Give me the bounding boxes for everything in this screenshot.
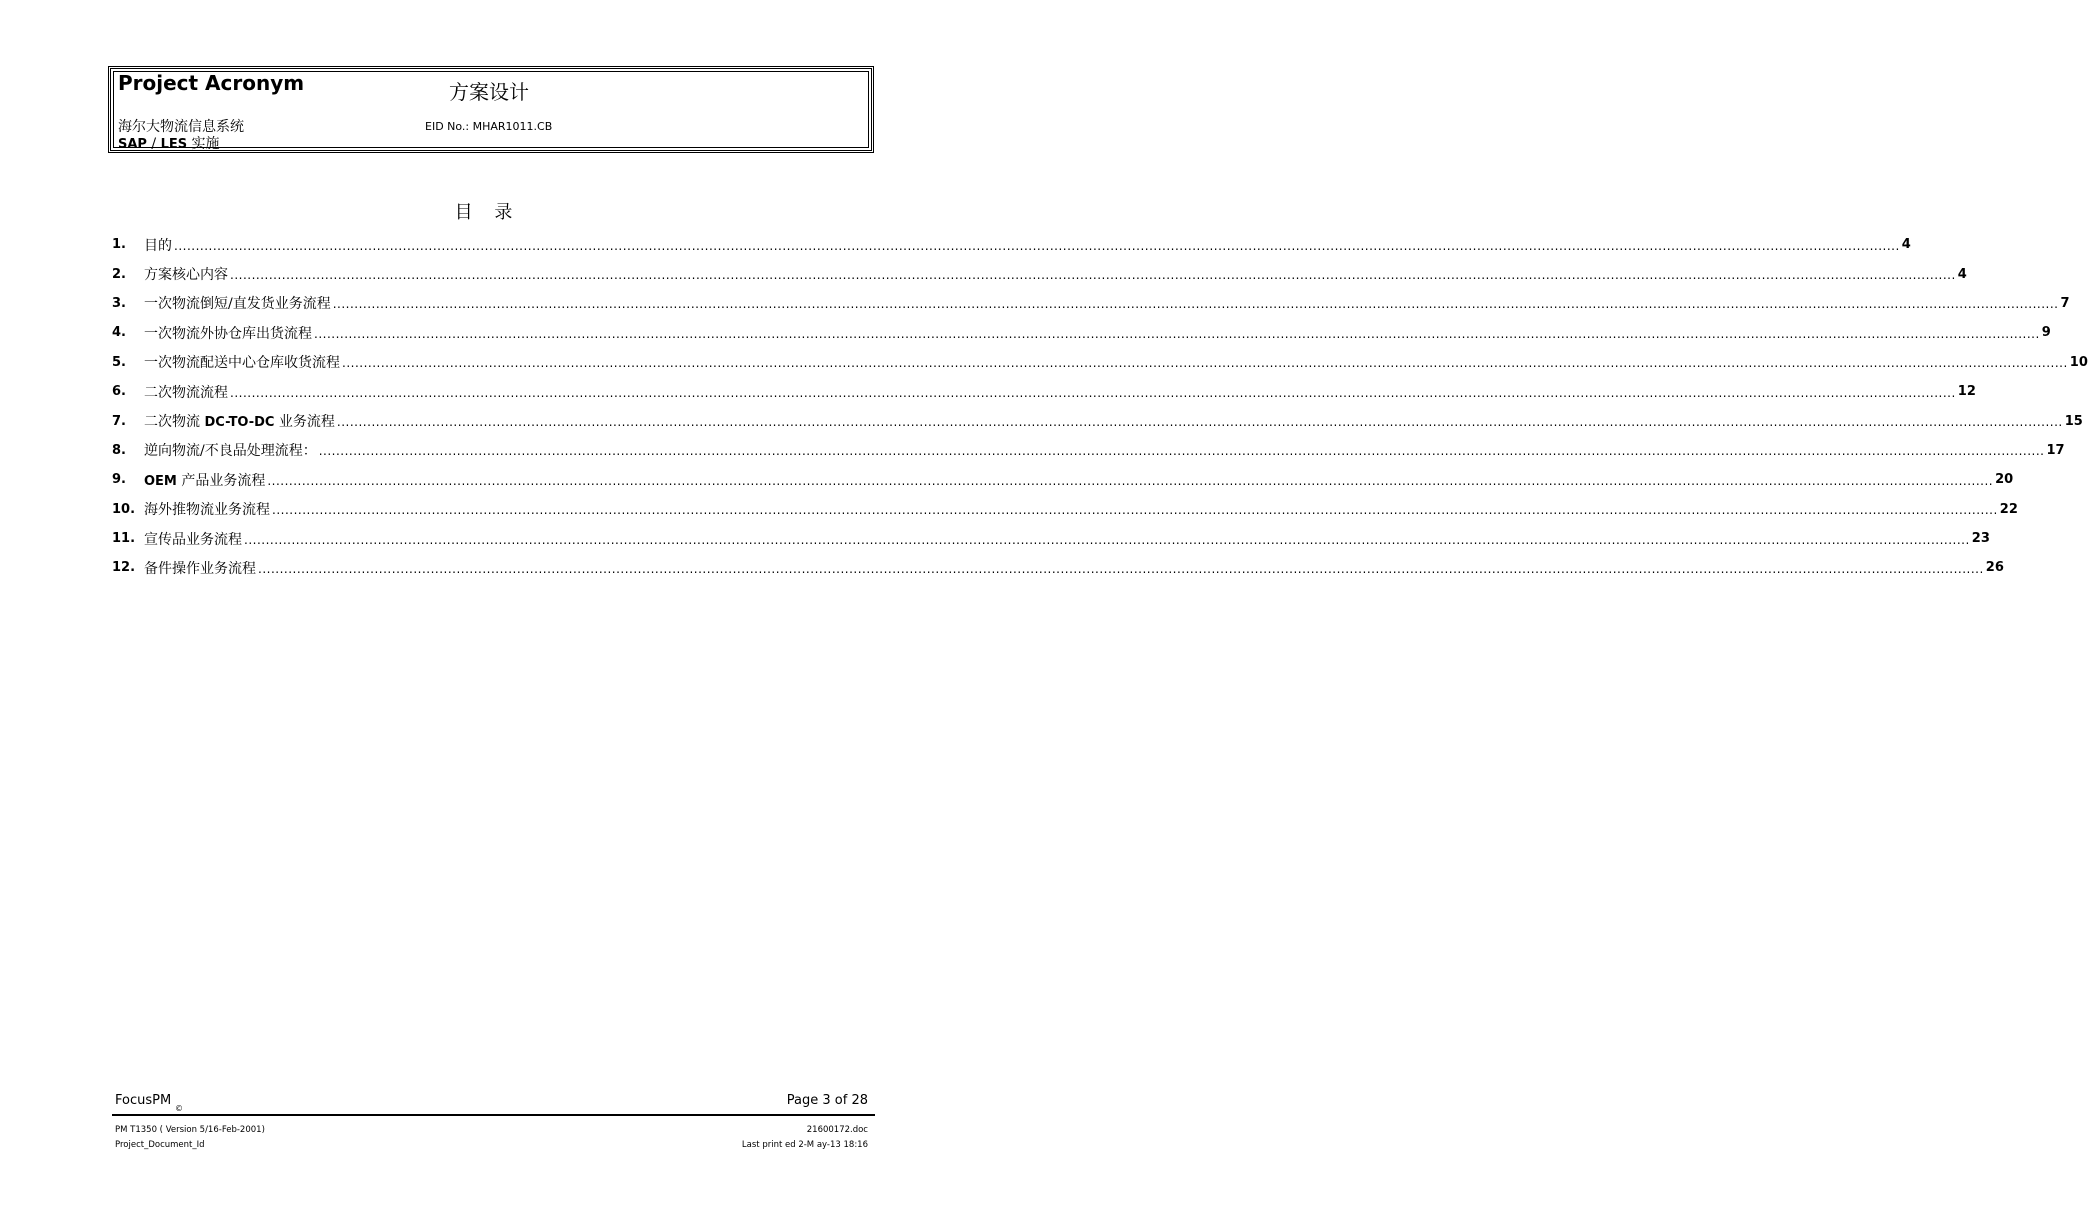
toc-entry-page: 7 [2060, 295, 2070, 311]
project-acronym: Project Acronym [118, 71, 305, 95]
document-header [108, 66, 874, 153]
toc-entry-number: 2. [112, 266, 126, 282]
toc-leader-dots: ................................................................................................................................................................................................................................................................................................................................................................................................................ [258, 561, 1984, 576]
document-id: Project_Document_Id [115, 1140, 205, 1150]
toc-entry-title: 一次物流配送中心仓库收货流程 [144, 355, 340, 372]
toc-entry-title: 逆向物流/不良品处理流程： [144, 443, 317, 460]
toc-entry-page: 26 [1985, 560, 2004, 576]
toc-entry-title: 一次物流外协仓库出货流程 [144, 325, 312, 342]
toc-entry-number: 5. [112, 354, 126, 370]
toc-leader-dots: ................................................................................................................................................................................................................................................................................................................................................................................................................ [336, 415, 2063, 430]
toc-entry-page: 4 [1957, 266, 1967, 282]
toc-entry-title: 海外推物流业务流程 [144, 502, 270, 519]
toc-entry-number: 11. [112, 531, 136, 547]
eid-number: EID No.: MHAR1011.CB [425, 120, 553, 133]
toc-entry-number: 9. [112, 472, 126, 488]
toc-leader-dots: ................................................................................................................................................................................................................................................................................................................................................................................................................ [267, 473, 1994, 488]
toc-entry[interactable] [112, 553, 2004, 582]
toc-entry-title: 宣传品业务流程 [144, 531, 242, 548]
system-sub-les: LES [160, 137, 188, 152]
toc-entry[interactable] [112, 259, 1967, 288]
toc-leader-dots: ................................................................................................................................................................................................................................................................................................................................................................................................................ [272, 503, 1998, 518]
toc-leader-dots: ................................................................................................................................................................................................................................................................................................................................................................................................................ [174, 238, 1900, 253]
toc-entry-page: 23 [1971, 531, 1990, 547]
page-number: Page 3 of 28 [786, 1093, 868, 1108]
toc-entry-title: 一次物流倒短/直发货业务流程 [144, 296, 331, 313]
toc-entry-number: 4. [112, 325, 126, 341]
footer-divider [112, 1114, 875, 1116]
toc-entry-number: 1. [112, 237, 126, 253]
file-name: 21600172.doc [806, 1125, 868, 1135]
toc-entry-page: 20 [1995, 472, 2014, 488]
toc-entry-page: 17 [2046, 442, 2065, 458]
toc-entry-number: 10. [112, 501, 136, 517]
toc-entry-title: 备件操作业务流程 [144, 560, 256, 577]
toc-entry-page: 4 [1901, 237, 1911, 253]
toc-entry-number: 3. [112, 295, 126, 311]
toc-heading: 目 录 [454, 202, 521, 223]
toc-entry-title: 目的 [144, 237, 172, 254]
toc-leader-dots: ................................................................................................................................................................................................................................................................................................................................................................................................................ [230, 385, 1956, 400]
toc-leader-dots: ................................................................................................................................................................................................................................................................................................................................................................................................................ [244, 532, 1970, 547]
toc-entry[interactable] [112, 289, 2070, 318]
toc-entry-page: 10 [2069, 354, 2088, 370]
toc-leader-dots: ................................................................................................................................................................................................................................................................................................................................................................................................................ [342, 356, 2068, 371]
system-sub-sep: / [146, 136, 161, 152]
toc-entry-page: 9 [2041, 325, 2051, 341]
toc-entry-title: 二次物流 DC-TO-DC 业务流程 [144, 414, 335, 431]
toc-entry[interactable] [112, 318, 2051, 347]
system-sub-rest: 实施 [187, 136, 220, 152]
last-printed: Last print ed 2-M ay-13 18:16 [741, 1140, 868, 1150]
toc-entry-number: 7. [112, 413, 126, 429]
toc-leader-dots: ................................................................................................................................................................................................................................................................................................................................................................................................................ [314, 326, 2040, 341]
toc-entry-page: 22 [1999, 501, 2018, 517]
toc-leader-dots: ................................................................................................................................................................................................................................................................................................................................................................................................................ [318, 444, 2045, 459]
toc-entry[interactable] [112, 406, 2083, 435]
template-id: PM T1350 ( Version 5/16-Feb-2001) [115, 1125, 265, 1135]
toc-leader-dots: ................................................................................................................................................................................................................................................................................................................................................................................................................ [230, 268, 1956, 283]
footer-brand: FocusPM [115, 1093, 172, 1108]
copyright-icon: © [175, 1104, 183, 1113]
toc-entry-title: OEM 产品业务流程 [144, 472, 266, 489]
toc-entry-title: 二次物流流程 [144, 384, 228, 401]
system-sub-sap: SAP [118, 137, 147, 152]
table-of-contents [112, 230, 2088, 583]
document-title: 方案设计 [449, 80, 529, 104]
toc-entry[interactable] [112, 524, 1990, 553]
toc-entry[interactable] [112, 348, 2088, 377]
toc-entry[interactable] [112, 377, 1976, 406]
toc-entry-title: 方案核心内容 [144, 267, 228, 284]
toc-entry-page: 15 [2064, 413, 2083, 429]
toc-entry[interactable] [112, 495, 2018, 524]
toc-entry[interactable] [112, 230, 1911, 259]
toc-entry-number: 12. [112, 560, 136, 576]
system-name: 海尔大物流信息系统 [118, 119, 244, 135]
toc-leader-dots: ................................................................................................................................................................................................................................................................................................................................................................................................................ [332, 297, 2059, 312]
toc-entry-number: 6. [112, 384, 126, 400]
system-subtitle [118, 133, 220, 153]
toc-entry-number: 8. [112, 442, 126, 458]
toc-entry[interactable] [112, 436, 2065, 465]
toc-entry[interactable] [112, 465, 2014, 494]
toc-entry-page: 12 [1957, 384, 1976, 400]
